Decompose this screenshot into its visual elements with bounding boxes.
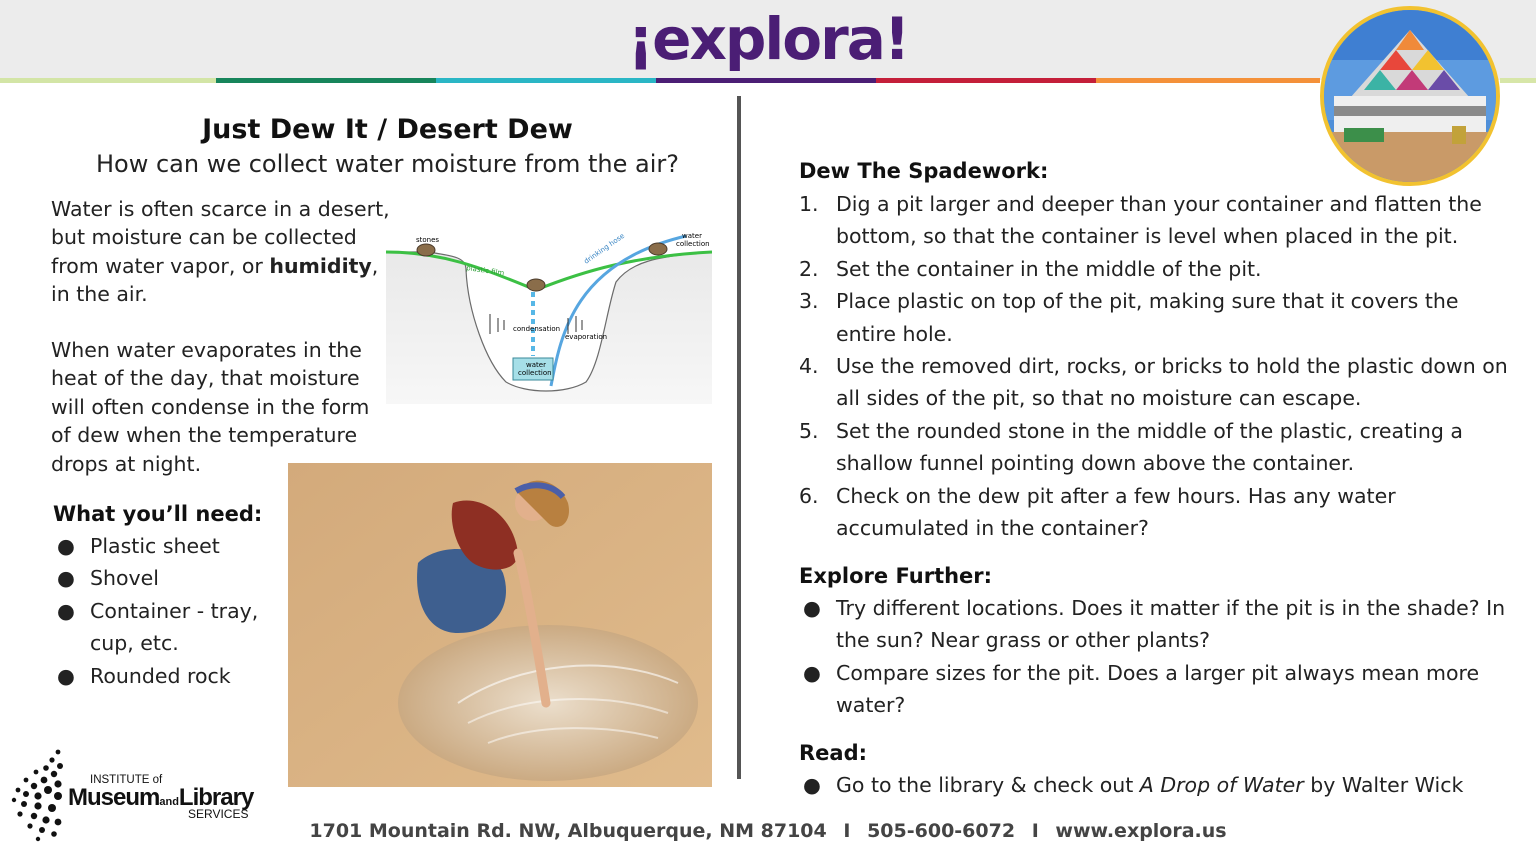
- footer-separator: I: [843, 820, 851, 842]
- read-text: by Walter Wick: [1303, 773, 1464, 797]
- header-stripe-segment: [1096, 78, 1320, 83]
- bullet-icon: ●: [803, 773, 821, 797]
- imls-word-museum: Museum: [68, 784, 160, 811]
- activity-subtitle: How can we collect water moisture from the air?: [95, 150, 680, 178]
- read-list: [799, 769, 1524, 801]
- diagram-label-drinking-hose: drinking hose: [582, 231, 627, 266]
- header-stripe-segment: [876, 78, 1096, 83]
- header-stripe-segment: [1500, 78, 1536, 83]
- book-title: A Drop of Water: [1139, 773, 1304, 797]
- footer-phone: 505-600-6072: [867, 820, 1016, 842]
- list-item-text: Use the removed dirt, rocks, or bricks to hold the plastic down on all sides of the pit, so that no moisture can escape.: [836, 354, 1508, 411]
- list-item: [799, 350, 1514, 415]
- needs-list: [53, 530, 278, 692]
- list-item: [53, 595, 278, 660]
- footer-separator: I: [1031, 820, 1039, 842]
- step-number: 6.: [799, 483, 819, 508]
- bullet-icon: ●: [803, 660, 821, 685]
- dew-pit-diagram: [386, 222, 712, 404]
- museum-building-photo: [1320, 6, 1500, 186]
- imls-line-1: INSTITUTE of: [90, 774, 163, 786]
- list-item: [799, 769, 1524, 801]
- explora-logo: ¡explora!: [627, 5, 909, 73]
- bullet-icon: ●: [57, 566, 75, 591]
- list-item: [799, 415, 1514, 480]
- step-number: 1.: [799, 192, 819, 216]
- list-item-text: Container - tray, cup, etc.: [90, 598, 259, 656]
- list-item: [799, 657, 1524, 722]
- diagram-label-water-collection: collection: [518, 369, 552, 377]
- diagram-label-water-collection: collection: [676, 240, 710, 248]
- list-item: [799, 285, 1514, 350]
- diagram-label-condensation: condensation: [513, 325, 561, 333]
- explore-heading: Explore Further:: [799, 564, 993, 588]
- footer-website-link[interactable]: www.explora.us: [1055, 820, 1227, 842]
- imls-word-and: and: [159, 796, 179, 808]
- footer-contact: [0, 820, 1536, 842]
- list-item-text: Set the container in the middle of the pit.: [836, 256, 1262, 281]
- list-item: [799, 592, 1524, 657]
- list-item: [53, 660, 278, 692]
- diagram-label-plastic-film: plastic film: [465, 264, 505, 278]
- bullet-icon: ●: [57, 598, 75, 623]
- list-item-text: Plastic sheet: [90, 534, 220, 558]
- list-item-text: Shovel: [90, 566, 159, 591]
- spadework-heading: Dew The Spadework:: [799, 159, 1049, 183]
- diagram-label-stones: stones: [416, 236, 440, 244]
- header-stripe-segment: [0, 78, 216, 83]
- list-item: [799, 480, 1514, 545]
- header-stripe-segment: [656, 78, 876, 83]
- intro-bold-term: humidity: [269, 253, 372, 278]
- diagram-label-evaporation: evaporation: [565, 333, 608, 341]
- dew-pit-photo: [288, 463, 712, 787]
- list-item-text: Place plastic on top of the pit, making sure that it covers the entire hole.: [836, 289, 1459, 346]
- list-item: [799, 253, 1514, 285]
- column-divider: [737, 96, 741, 779]
- bullet-icon: ●: [57, 663, 75, 688]
- diagram-label-water-collection: water: [682, 232, 702, 240]
- list-item: [799, 188, 1514, 253]
- intro-paragraph-2: When water evaporates in the heat of the day, that moisture will often condense in the form of dew when the temperature drops at night.: [51, 338, 370, 476]
- diagram-label-water-collection: water: [526, 361, 546, 369]
- bullet-icon: ●: [803, 596, 821, 620]
- list-item: [53, 530, 278, 562]
- needs-heading: What you’ll need:: [53, 502, 263, 526]
- header-stripe-segment: [436, 78, 656, 83]
- read-text: Go to the library & check out: [836, 773, 1140, 797]
- list-item: [53, 562, 278, 594]
- list-item-text: Rounded rock: [90, 663, 231, 688]
- header-stripe-segment: [216, 78, 436, 83]
- imls-word-library: Library: [178, 784, 254, 811]
- read-heading: Read:: [799, 741, 868, 765]
- activity-title: Just Dew It / Desert Dew: [202, 114, 573, 145]
- bullet-icon: ●: [57, 534, 75, 558]
- explore-list: [799, 592, 1524, 722]
- step-number: 3.: [799, 289, 819, 314]
- intro-text: Water is often scarce in a desert, but moisture can be collected from water vapor, or: [51, 197, 390, 278]
- footer-address: 1701 Mountain Rd. NW, Albuquerque, NM 87104: [309, 820, 827, 842]
- imls-line-3: SERVICES: [188, 807, 249, 821]
- list-item-text: Dig a pit larger and deeper than your container and flatten the bottom, so that the container is level when placed in the pit.: [836, 192, 1482, 249]
- list-item-text: Compare sizes for the pit. Does a larger pit always mean more water?: [836, 660, 1480, 718]
- list-item-text: Set the rounded stone in the middle of the plastic, creating a shallow funnel pointing down above the container.: [836, 418, 1463, 476]
- intro-text: , in the air.: [51, 253, 379, 307]
- spadework-steps: [799, 188, 1514, 544]
- step-number: 5.: [799, 418, 819, 443]
- intro-paragraph-1: [51, 195, 391, 309]
- step-number: 2.: [799, 256, 819, 281]
- list-item-text: Check on the dew pit after a few hours. Has any water accumulated in the container?: [836, 483, 1396, 541]
- list-item-text: Try different locations. Does it matter if the pit is in the shade? In the sun? Near grass or other plants?: [836, 596, 1506, 653]
- step-number: 4.: [799, 354, 819, 379]
